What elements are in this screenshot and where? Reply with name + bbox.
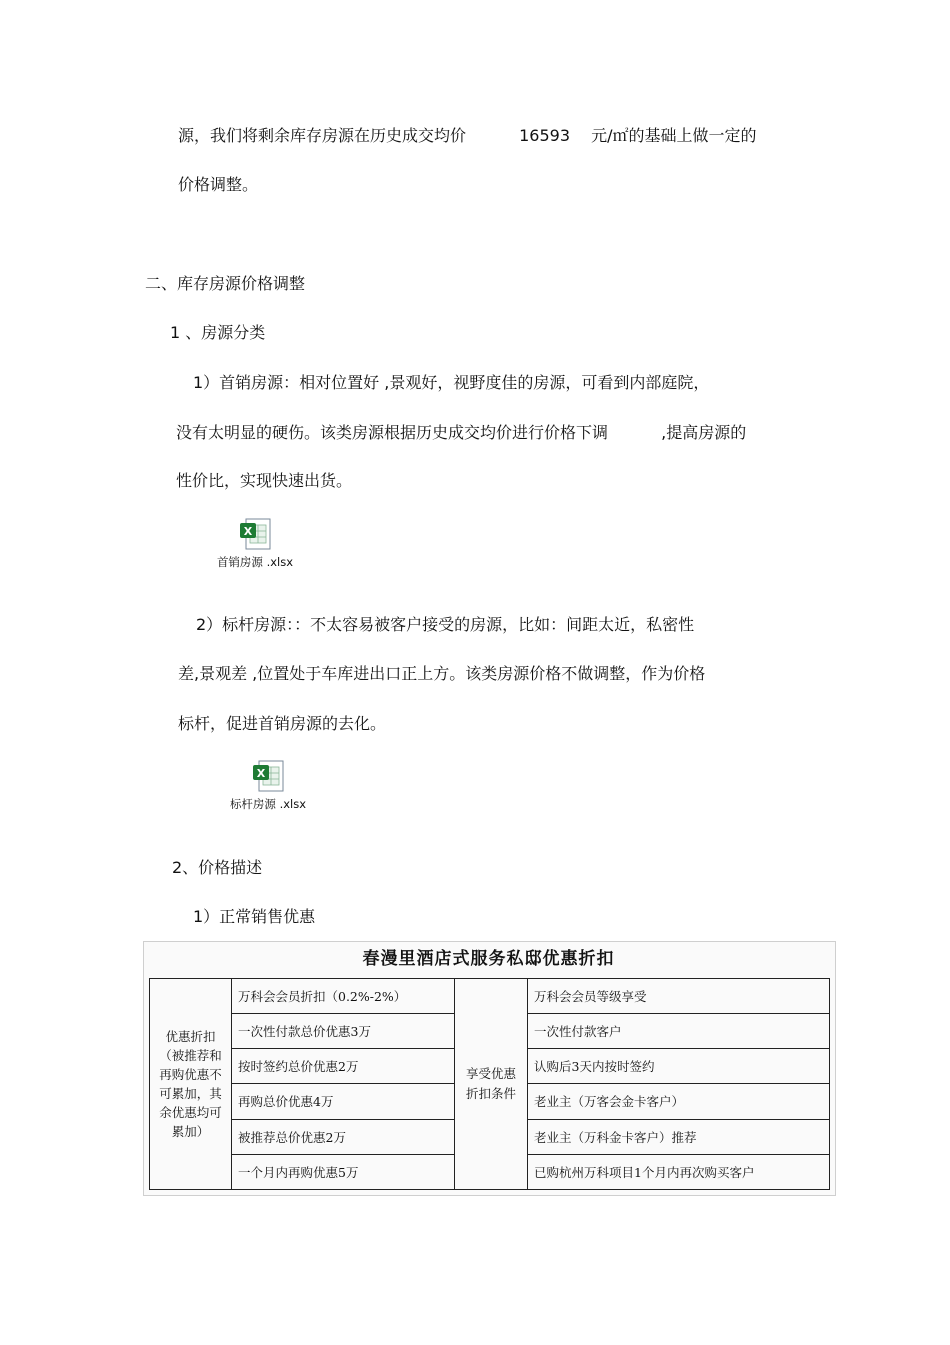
condition-cell: 老业主（万客会金卡客户） <box>528 1084 830 1119</box>
intro-price: 16593 <box>519 126 571 145</box>
condition-cell: 认购后3天内按时签约 <box>528 1049 830 1084</box>
discount-cell: 一个月内再购优惠5万 <box>232 1154 455 1189</box>
discount-cell: 再购总价优惠4万 <box>232 1084 455 1119</box>
svg-text:X: X <box>243 525 253 538</box>
table-row <box>150 979 830 1014</box>
attachment-file-1-name: 首销房源 .xlsx <box>216 555 294 569</box>
subsection-1: 1 、房源分类 <box>170 323 266 342</box>
item1-line-3: 性价比，实现快速出货。 <box>176 471 353 490</box>
condition-cell: 万科会会员等级享受 <box>528 979 830 1014</box>
discount-table <box>149 978 830 1190</box>
excel-file-icon <box>250 758 286 794</box>
excel-file-icon <box>237 516 273 552</box>
discount-cell: 万科会会员折扣（0.2%-2%） <box>232 979 455 1014</box>
item1-line-2 <box>176 423 746 443</box>
item1-line-2b: ,提高房源的 <box>661 423 747 442</box>
discount-cell: 按时签约总价优惠2万 <box>232 1049 455 1084</box>
attachment-file-1[interactable] <box>205 516 305 570</box>
attachment-file-2-name: 标杆房源 .xlsx <box>229 797 307 811</box>
attachment-file-2[interactable] <box>218 758 318 812</box>
item1-line-1: 1）首销房源：相对位置好 ,景观好，视野度佳的房源，可看到内部庭院， <box>193 373 710 392</box>
discount-table-title: 春漫里酒店式服务私邸优惠折扣 <box>362 949 615 969</box>
item1-line-2a: 没有太明显的硬伤。该类房源根据历史成交均价进行价格下调 <box>176 423 609 442</box>
item2-line-1: 2）标杆房源：：不太容易被客户接受的房源，比如：间距太近，私密性 <box>196 615 695 634</box>
discount-cell: 被推荐总价优惠2万 <box>232 1119 455 1154</box>
item2-line-2: 差,景观差 ,位置处于车库进出口正上方。该类房源价格不做调整，作为价格 <box>178 664 706 683</box>
discount-column-header: 优惠折扣（被推荐和再购优惠不可累加，其余优惠均可累加） <box>150 979 232 1190</box>
svg-text:X: X <box>256 767 266 780</box>
section-heading: 二、库存房源价格调整 <box>145 274 306 293</box>
item3-heading: 1）正常销售优惠 <box>193 907 316 926</box>
discount-cell: 一次性付款总价优惠3万 <box>232 1014 455 1049</box>
condition-cell: 老业主（万科金卡客户）推荐 <box>528 1119 830 1154</box>
intro-text-b: 元/㎡的基础上做一定的 <box>591 126 757 145</box>
condition-cell: 一次性付款客户 <box>528 1014 830 1049</box>
condition-cell: 已购杭州万科项目1个月内再次购买客户 <box>528 1154 830 1189</box>
intro-text-a: 源，我们将剩余库存房源在历史成交均价 <box>178 126 467 145</box>
intro-line-2: 价格调整。 <box>178 175 259 194</box>
subsection-2: 2、价格描述 <box>172 858 263 877</box>
intro-line-1 <box>178 126 757 146</box>
condition-column-header: 享受优惠折扣条件 <box>455 979 528 1190</box>
item2-line-3: 标杆，促进首销房源的去化。 <box>178 714 387 733</box>
